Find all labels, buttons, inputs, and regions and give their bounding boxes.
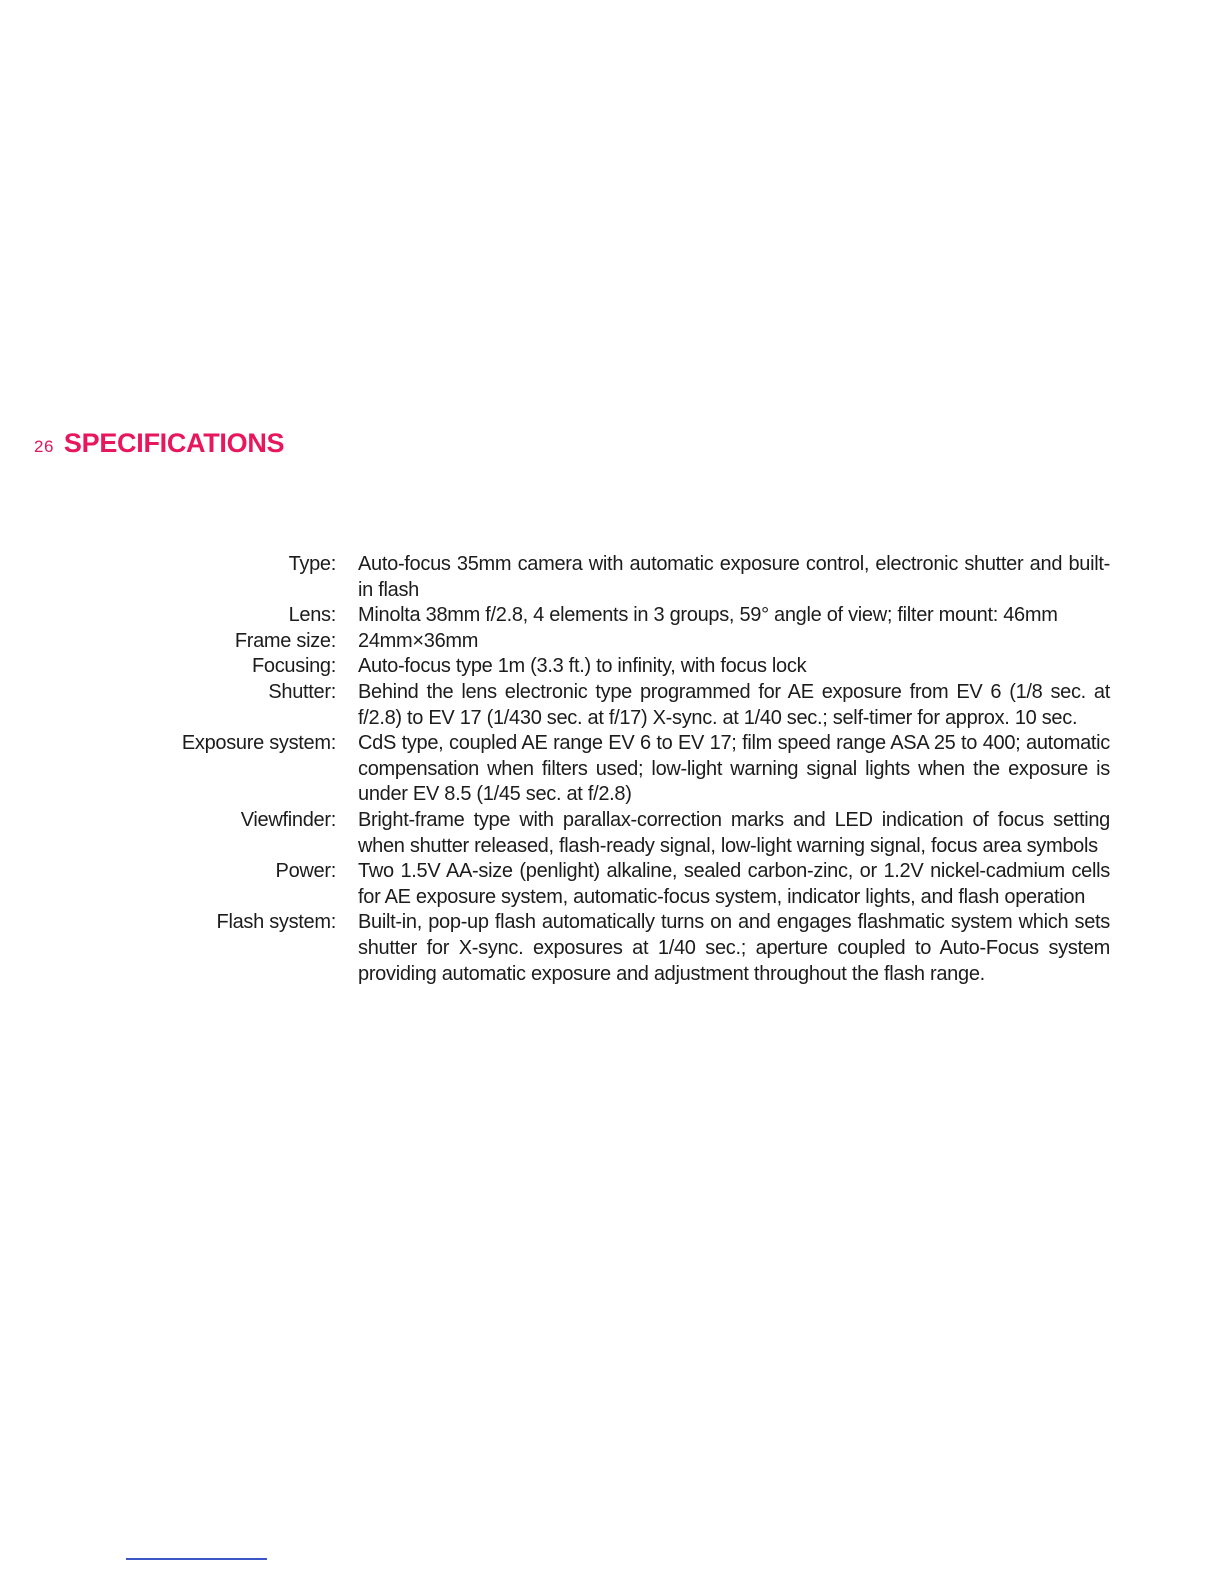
spec-value: Auto-focus type 1m (3.3 ft.) to infinity, with focus lock [358,655,807,678]
spec-row-type [0,552,1224,603]
spec-label: Exposure system: [181,732,336,755]
spec-row-power [0,859,1224,910]
spec-row-exposure-system [0,731,1224,808]
spec-list [0,552,1224,987]
spec-value: Minolta 38mm f/2.8, 4 elements in 3 groups, 59° angle of view; filter mount: 46mm [358,604,1058,627]
spec-label: Lens: [288,604,336,627]
spec-label: Frame size: [234,629,336,652]
spec-label: Shutter: [268,680,336,703]
spec-label: Focusing: [251,655,336,678]
spec-value: Built-in, pop-up flash automatically turns on and engages flashmatic system which sets shutter for X-sync. exposures at 1/40 sec.; aperture coupled to Auto-Focus system providing automatic exposure and adjustment throughout the flash range. [358,911,1110,985]
spec-label: Power: [275,860,336,883]
spec-value: Behind the lens electronic type programmed for AE exposure from EV 6 (1/8 sec. at f/2.8) to EV 17 (1/430 sec. at f/17) X-sync. at 1/40 sec.; self-timer for approx. 10 sec. [358,680,1110,729]
spec-value: Bright-frame type with parallax-correction marks and LED indication of focus setting when shutter released, flash-ready signal, low-light warning signal, focus area symbols [358,808,1110,857]
section-title: SPECIFICATIONS [63,428,285,458]
spec-row-shutter [0,680,1224,731]
spec-label: Flash system: [216,911,336,934]
spec-row-focusing [0,654,1224,680]
spec-value: CdS type, coupled AE range EV 6 to EV 17; film speed range ASA 25 to 400; automatic compensation when filters used; low-light warning signal lights when the exposure is under EV 8.5 (1/45 sec. at f/2.8) [358,732,1110,806]
spec-value: Auto-focus 35mm camera with automatic exposure control, electronic shutter and built-in flash [358,553,1110,601]
spec-row-viewfinder [0,808,1224,859]
spec-label: Viewfinder: [240,808,336,831]
spec-value: 24mm×36mm [358,629,479,652]
spec-row-frame-size [0,629,1224,655]
spec-label: Type: [288,553,336,575]
spec-row-flash-system [0,910,1224,987]
spec-row-lens [0,603,1224,629]
spec-value: Two 1.5V AA-size (penlight) alkaline, sealed carbon-zinc, or 1.2V nickel-cadmium cells for AE exposure system, automatic-focus system, indicator lights, and flash operation [358,860,1110,908]
page-header [34,428,284,459]
page-number: 26 [34,437,54,456]
footer-rule [126,1558,267,1560]
